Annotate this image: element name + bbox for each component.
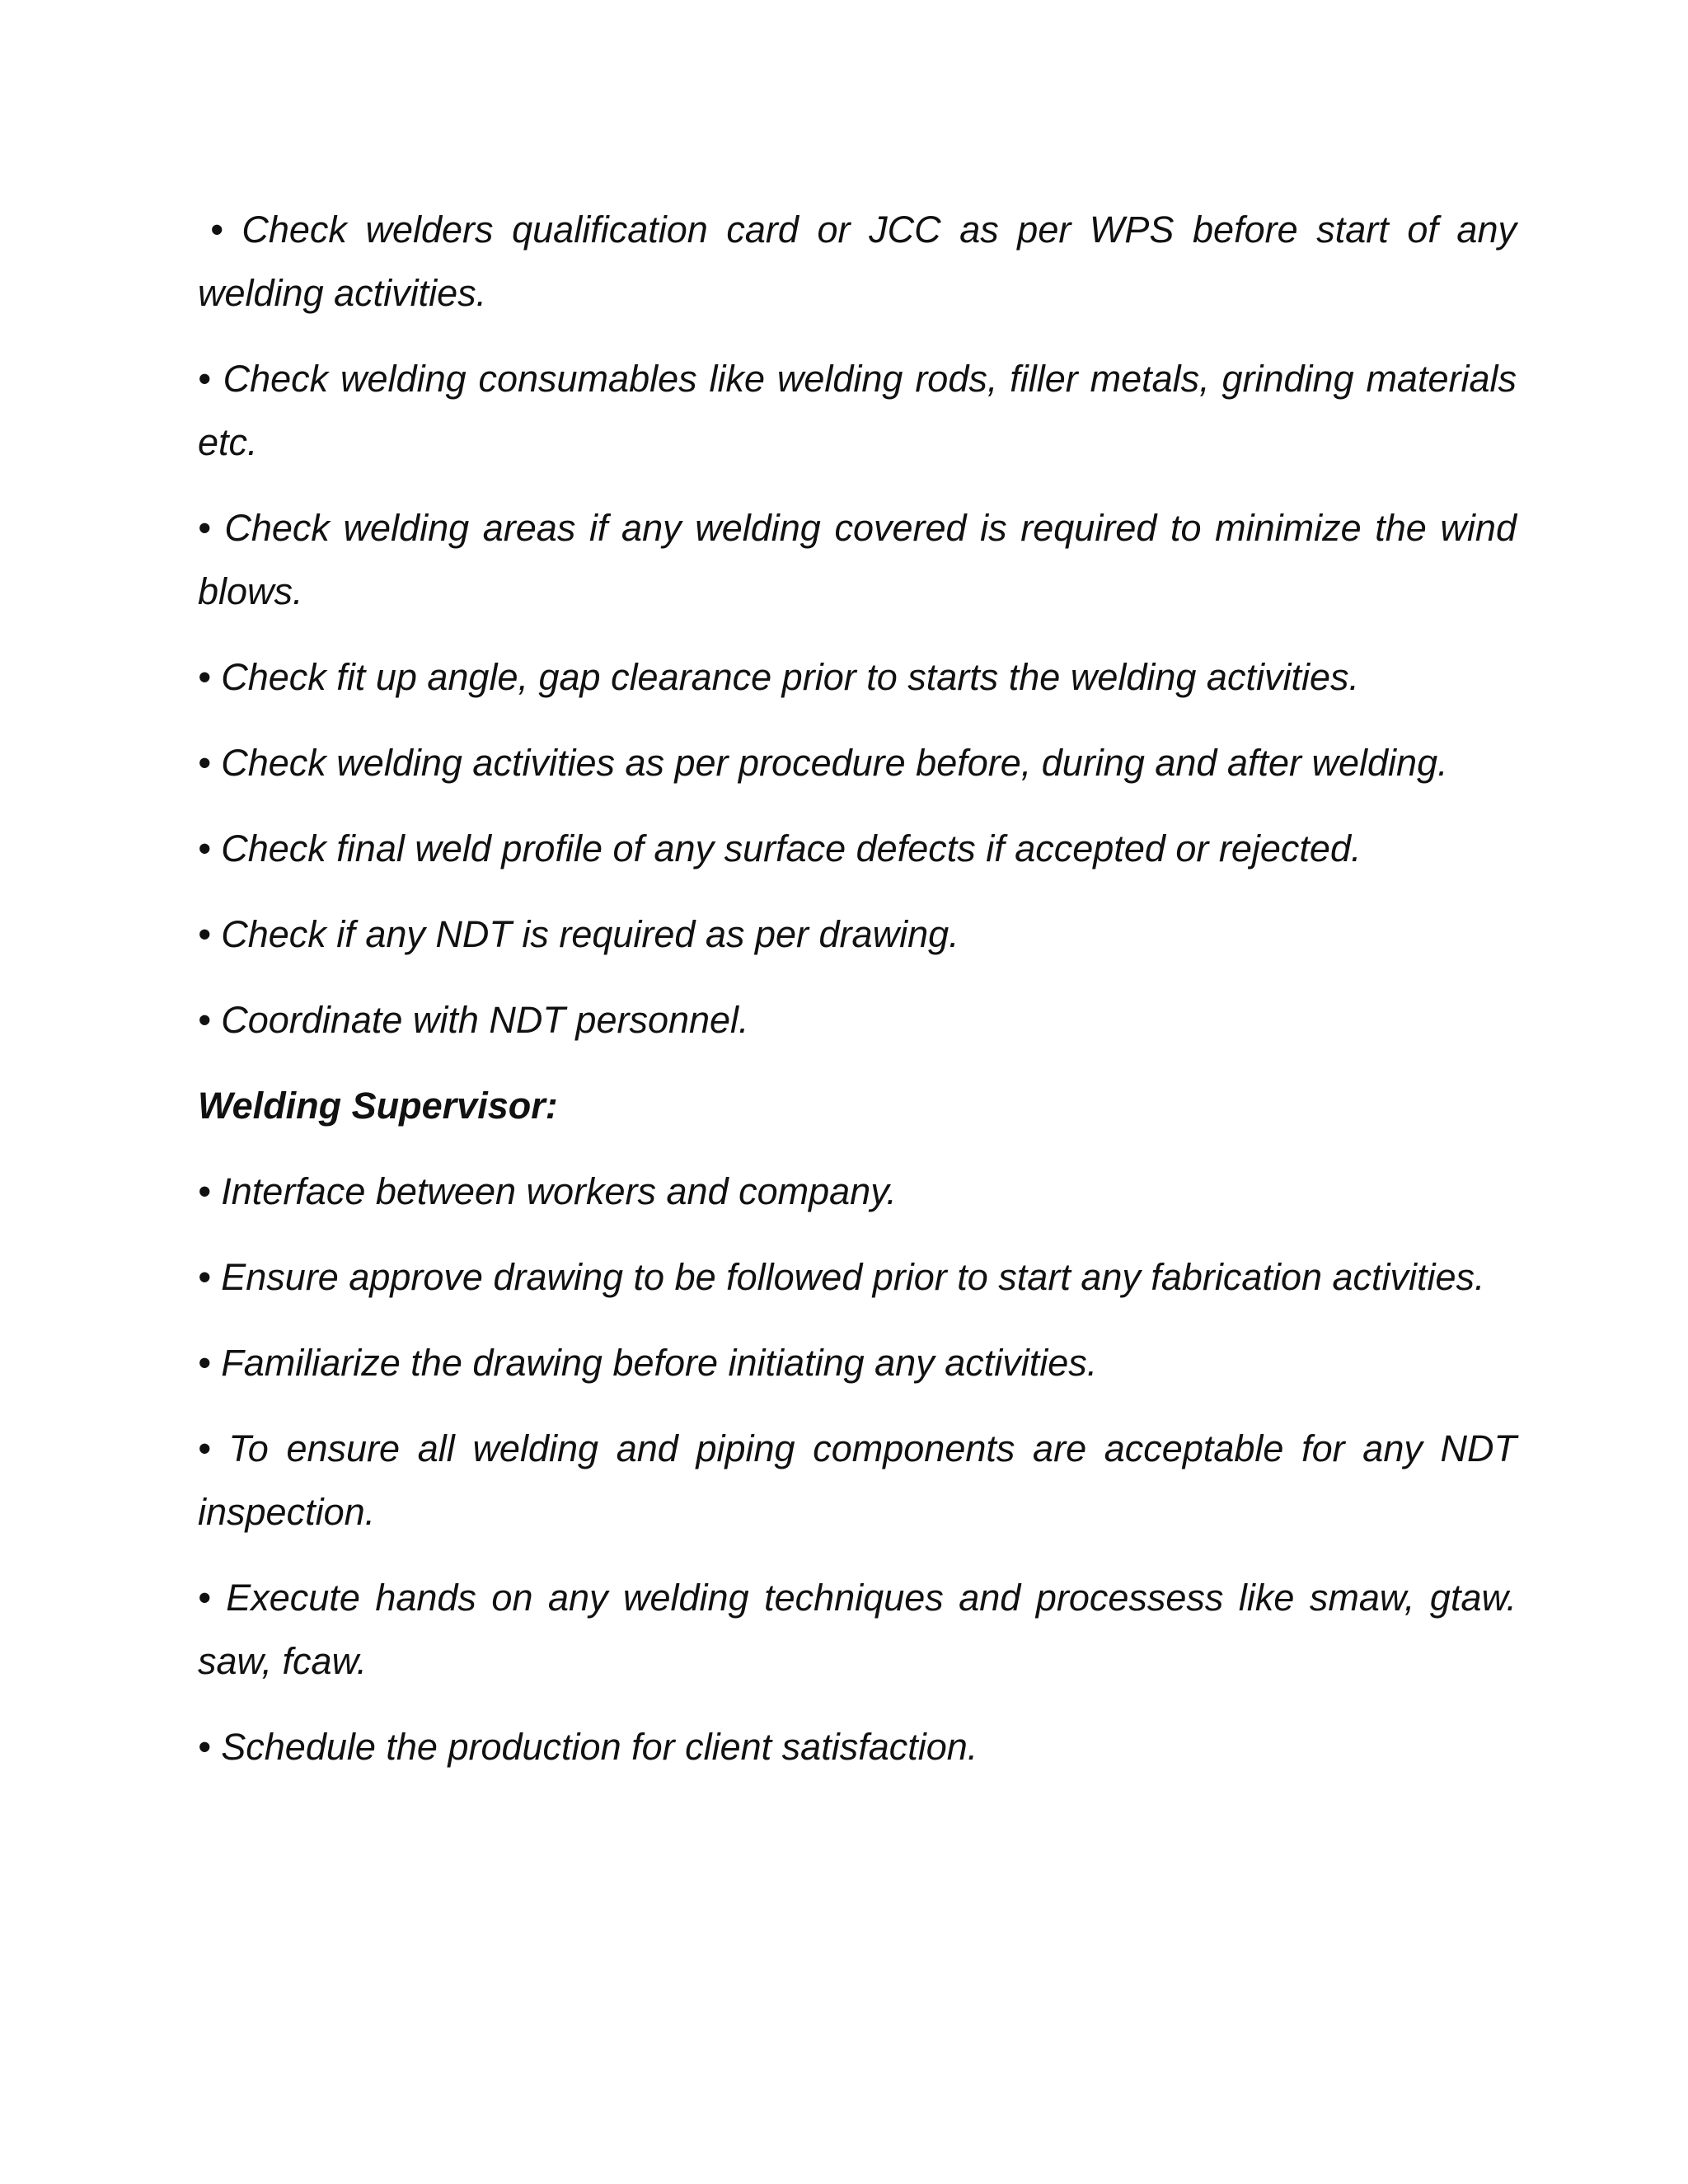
bullet-ndt-inspection: • To ensure all welding and piping components are acceptable for any NDT inspection. <box>198 1427 1517 1533</box>
bullet-welding-consumables: • Check welding consumables like welding rods, filler metals, grinding materials etc. <box>198 358 1517 463</box>
bullet-familiarize-drawing: • Familiarize the drawing before initiating any activities. <box>198 1342 1098 1384</box>
bullet-welding-activities: • Check welding activities as per procedure before, during and after welding. <box>198 742 1448 784</box>
bullet-fit-up: • Check fit up angle, gap clearance prior to starts the welding activities. <box>198 656 1359 698</box>
bullet-coordinate-ndt: • Coordinate with NDT personnel. <box>198 999 749 1041</box>
bullet-welding-techniques: • Execute hands on any welding techniques and processess like smaw, gtaw. saw, fcaw. <box>198 1577 1517 1682</box>
document-page <box>198 198 1517 1801</box>
bullet-welding-areas: • Check welding areas if any welding covered is required to minimize the wind blows. <box>198 507 1517 612</box>
bullet-schedule-production: • Schedule the production for client satisfaction. <box>198 1726 978 1768</box>
bullet-welder-qualification: • Check welders qualification card or JCC as per WPS before start of any welding activities. <box>198 209 1517 314</box>
bullet-interface: • Interface between workers and company. <box>198 1170 897 1212</box>
bullet-ndt-required: • Check if any NDT is required as per drawing. <box>198 913 959 955</box>
section-heading-welding-supervisor: Welding Supervisor: <box>198 1085 558 1127</box>
bullet-approve-drawing: • Ensure approve drawing to be followed prior to start any fabrication activities. <box>198 1256 1485 1298</box>
bullet-final-weld-profile: • Check final weld profile of any surface defects if accepted or rejected. <box>198 827 1362 869</box>
